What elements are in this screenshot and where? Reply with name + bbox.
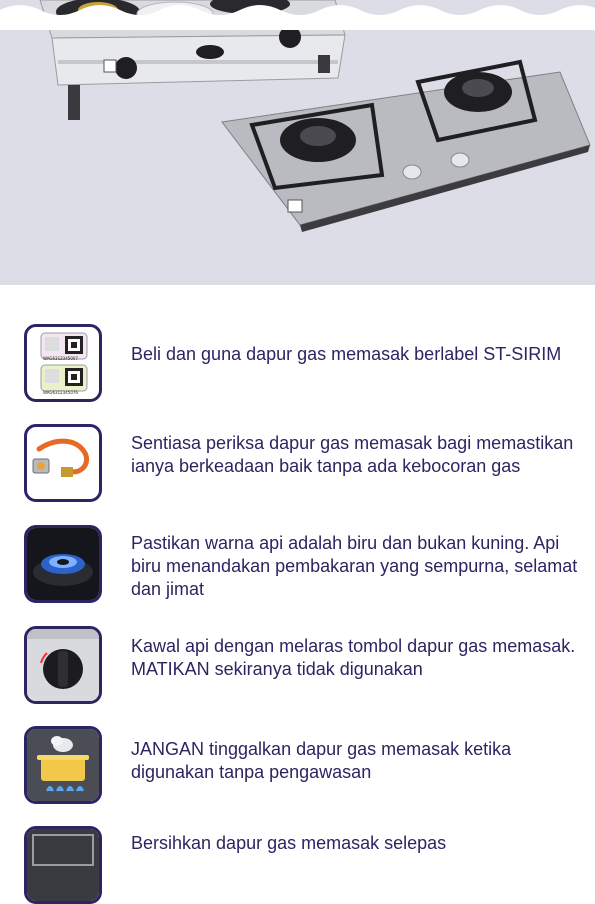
label-code-1: WAG6312345007: [43, 356, 78, 361]
hero-banner: [0, 0, 595, 285]
gas-hose-regulator-icon: [24, 424, 102, 502]
tip-text: JANGAN tinggalkan dapur gas memasak ketika digunakan tanpa pengawasan: [131, 739, 512, 782]
gas-stoves-illustration: [0, 0, 595, 285]
pot-on-flame-icon: [24, 726, 102, 804]
blue-flame-burner-icon: [24, 525, 102, 603]
tip-text: Pastikan warna api adalah biru dan bukan kuning. Api biru menandakan pembakaran yang sempurna, selamat dan jimat: [131, 533, 578, 599]
tip-text: Bersihkan dapur gas memasak selepas: [131, 833, 447, 853]
sirim-label-icon: [24, 324, 102, 402]
stove-knob-icon: [24, 626, 102, 704]
label-code-2: WAG6312345076: [43, 390, 78, 395]
tip-text: Kawal api dengan melaras tombol dapur gas memasak. MATIKAN sekiranya tidak digunakan: [131, 636, 576, 679]
wave-divider: [0, 0, 595, 30]
tip-text: Sentiasa periksa dapur gas memasak bagi memastikan ianya berkeadaan baik tanpa ada kebocoran gas: [131, 433, 574, 476]
tip-text: Beli dan guna dapur gas memasak berlabel ST-SIRIM: [131, 344, 562, 364]
built-in-hob: [222, 62, 590, 232]
stove-grate-icon: [24, 826, 102, 904]
